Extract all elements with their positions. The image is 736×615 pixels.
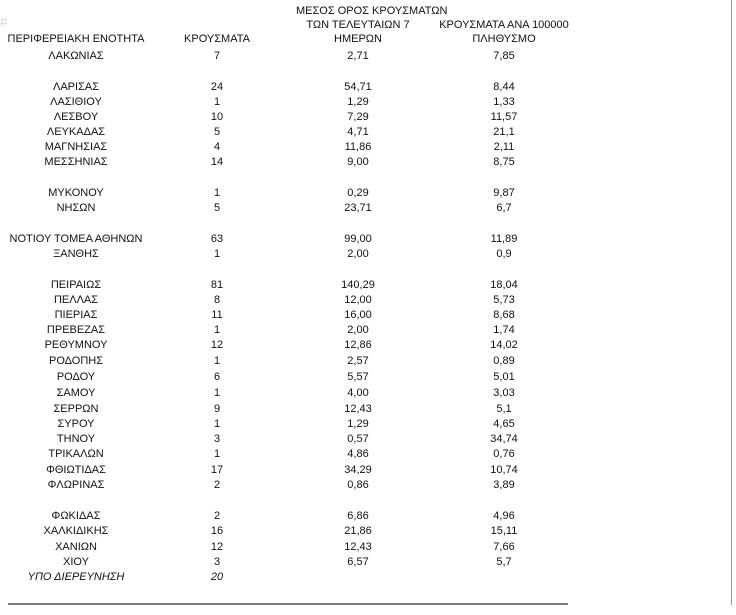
cases-cell: 3 xyxy=(213,556,221,568)
table-row xyxy=(0,323,736,338)
avg7-cell: 2,00 xyxy=(347,324,369,336)
cases-cell: 1 xyxy=(213,324,221,336)
table-row xyxy=(0,370,736,385)
table-row xyxy=(0,570,736,585)
table-row xyxy=(0,140,736,155)
table-row xyxy=(0,432,736,447)
region-cell: ΠΕΙΡΑΙΩΣ xyxy=(50,279,102,291)
per100k-cell: 6,7 xyxy=(496,202,512,214)
avg7-cell: 0,29 xyxy=(347,187,369,199)
per100k-cell: 21,1 xyxy=(493,126,515,138)
cases-cell: 5 xyxy=(213,202,221,214)
cases-cell: 2 xyxy=(213,510,221,522)
avg7-cell: 4,71 xyxy=(347,126,369,138)
bottom-rule xyxy=(8,603,568,605)
region-cell: ΡΟΔΟΥ xyxy=(56,371,96,383)
per100k-cell: 18,04 xyxy=(490,279,518,291)
table-row xyxy=(0,278,736,293)
cases-cell: 6 xyxy=(213,371,221,383)
avg7-cell: 4,00 xyxy=(347,387,369,399)
per100k-cell: 8,68 xyxy=(493,309,515,321)
avg7-cell: 23,71 xyxy=(344,202,372,214)
table-row xyxy=(0,155,736,170)
table-row xyxy=(0,49,736,64)
table-row xyxy=(0,338,736,353)
avg7-cell: 0,57 xyxy=(347,433,369,445)
avg7-cell: 5,57 xyxy=(347,371,369,383)
region-cell: ΠΙΕΡΙΑΣ xyxy=(54,309,98,321)
region-cell: ΣΕΡΡΩΝ xyxy=(53,403,99,415)
per100k-cell: 4,65 xyxy=(493,418,515,430)
per100k-cell: 34,74 xyxy=(490,433,518,445)
per100k-cell: 5,1 xyxy=(496,403,512,415)
per100k-cell: 9,87 xyxy=(493,187,515,199)
per100k-cell: 15,11 xyxy=(490,525,518,537)
cases-cell: 1 xyxy=(213,187,221,199)
avg7-cell: 16,00 xyxy=(344,309,372,321)
table-row xyxy=(0,125,736,140)
cases-cell: 14 xyxy=(210,156,224,168)
table-row xyxy=(0,247,736,262)
avg7-cell: 1,29 xyxy=(347,418,369,430)
per100k-cell: 11,89 xyxy=(490,233,518,245)
region-cell: ΜΥΚΟΝΟΥ xyxy=(48,187,104,199)
per100k-cell: 0,9 xyxy=(496,248,512,260)
cases-cell: 1 xyxy=(213,96,221,108)
avg7-cell: 1,29 xyxy=(347,96,369,108)
cases-cell: 7 xyxy=(213,50,221,62)
region-cell: ΜΑΓΝΗΣΙΑΣ xyxy=(44,141,108,153)
per100k-cell: 1,33 xyxy=(493,96,515,108)
per100k-cell: 2,11 xyxy=(493,141,515,153)
region-cell: ΜΕΣΣΗΝΙΑΣ xyxy=(44,156,108,168)
avg7-cell: 4,86 xyxy=(347,448,369,460)
per100k-cell: 0,89 xyxy=(493,355,515,367)
header-cases: ΚΡΟΥΣΜΑΤΑ xyxy=(184,33,250,45)
header-avg7-line2: ΤΩΝ ΤΕΛΕΥΤΑΙΩΝ 7 xyxy=(306,19,410,31)
avg7-cell: 2,00 xyxy=(347,248,369,260)
cases-cell: 1 xyxy=(213,448,221,460)
region-cell: ΡΕΘΥΜΝΟΥ xyxy=(44,339,108,351)
region-cell: ΥΠΟ ΔΙΕΡΕΥΝΗΣΗ xyxy=(27,571,125,583)
avg7-cell: 6,86 xyxy=(347,510,369,522)
avg7-cell: 12,86 xyxy=(344,339,372,351)
avg7-cell: 54,71 xyxy=(344,81,372,93)
region-cell: ΠΕΛΛΑΣ xyxy=(53,294,99,306)
region-cell: ΤΡΙΚΑΛΩΝ xyxy=(48,448,104,460)
per100k-cell: 14,02 xyxy=(490,339,518,351)
region-cell: ΤΗΝΟΥ xyxy=(56,433,96,445)
cases-cell: 1 xyxy=(213,387,221,399)
cases-cell: 2 xyxy=(213,479,221,491)
cases-cell: 24 xyxy=(210,81,224,93)
region-cell: ΛΕΥΚΑΔΑΣ xyxy=(46,126,106,138)
region-cell: ΛΑΣΙΘΙΟΥ xyxy=(50,96,102,108)
table-row xyxy=(0,555,736,570)
header-per100k-line1: ΚΡΟΥΣΜΑΤΑ ΑΝΑ 100000 xyxy=(439,19,569,31)
region-cell: ΡΟΔΟΠΗΣ xyxy=(48,355,104,367)
region-cell: ΧΙΟΥ xyxy=(63,556,89,568)
avg7-cell: 2,71 xyxy=(347,50,369,62)
per100k-cell: 11,57 xyxy=(490,111,518,123)
table-row xyxy=(0,509,736,524)
table-row xyxy=(0,201,736,216)
region-cell: ΝΟΤΙΟΥ ΤΟΜΕΑ ΑΘΗΝΩΝ xyxy=(9,233,143,245)
cases-cell: 20 xyxy=(210,571,224,583)
avg7-cell: 11,86 xyxy=(344,141,372,153)
table-row xyxy=(0,417,736,432)
table-row xyxy=(0,478,736,493)
avg7-cell: 7,29 xyxy=(347,111,369,123)
avg7-cell: 140,29 xyxy=(341,279,375,291)
per100k-cell: 8,75 xyxy=(493,156,515,168)
avg7-cell: 0,86 xyxy=(347,479,369,491)
region-cell: ΛΑΚΩΝΙΑΣ xyxy=(48,50,104,62)
avg7-cell: 2,57 xyxy=(347,355,369,367)
per100k-cell: 5,7 xyxy=(496,556,512,568)
cases-cell: 4 xyxy=(213,141,221,153)
table-row xyxy=(0,540,736,555)
cases-cell: 1 xyxy=(213,248,221,260)
cases-cell: 8 xyxy=(213,294,221,306)
avg7-cell: 9,00 xyxy=(347,156,369,168)
region-cell: ΝΗΣΩΝ xyxy=(56,202,96,214)
header-avg7-line3: ΗΜΕΡΩΝ xyxy=(334,33,382,45)
avg7-cell: 21,86 xyxy=(344,525,372,537)
table-row xyxy=(0,186,736,201)
per100k-cell: 1,74 xyxy=(493,324,515,336)
region-cell: ΦΘΙΩΤΙΔΑΣ xyxy=(46,464,106,476)
cases-cell: 63 xyxy=(210,233,224,245)
header-region: ΠΕΡΙΦΕΡΕΙΑΚΗ ΕΝΟΤΗΤΑ xyxy=(7,33,145,45)
avg7-cell: 12,43 xyxy=(344,541,372,553)
region-cell: ΠΡΕΒΕΖΑΣ xyxy=(46,324,106,336)
region-cell: ΛΕΣΒΟΥ xyxy=(53,111,99,123)
header-per100k-line2: ΠΛΗΘΥΣΜΟ xyxy=(472,33,536,45)
per100k-cell: 0,76 xyxy=(493,448,515,460)
per100k-cell: 3,89 xyxy=(493,479,515,491)
per100k-cell: 3,03 xyxy=(493,387,515,399)
cases-cell: 12 xyxy=(210,541,224,553)
cases-cell: 17 xyxy=(210,464,224,476)
header-avg7-line1: ΜΕΣΟΣ ΟΡΟΣ ΚΡΟΥΣΜΑΤΩΝ xyxy=(296,5,448,17)
region-cell: ΧΑΝΙΩΝ xyxy=(55,541,97,553)
region-cell: ΦΩΚΙΔΑΣ xyxy=(51,510,101,522)
table-row xyxy=(0,293,736,308)
table-row xyxy=(0,354,736,369)
region-cell: ΛΑΡΙΣΑΣ xyxy=(52,81,99,93)
table-row xyxy=(0,524,736,539)
cases-cell: 5 xyxy=(213,126,221,138)
region-cell: ΦΛΩΡΙΝΑΣ xyxy=(47,479,105,491)
table-row xyxy=(0,232,736,247)
per100k-cell: 4,96 xyxy=(493,510,515,522)
avg7-cell: 12,43 xyxy=(344,403,372,415)
region-cell: ΣΥΡΟΥ xyxy=(57,418,95,430)
cases-cell: 1 xyxy=(213,418,221,430)
region-cell: ΞΑΝΘΗΣ xyxy=(53,248,99,260)
region-cell: ΣΑΜΟΥ xyxy=(56,387,96,399)
per100k-cell: 10,74 xyxy=(490,464,518,476)
cases-cell: 9 xyxy=(213,403,221,415)
per100k-cell: 8,44 xyxy=(493,81,515,93)
cases-cell: 1 xyxy=(213,355,221,367)
cases-cell: 3 xyxy=(213,433,221,445)
per100k-cell: 7,66 xyxy=(493,541,515,553)
table-row xyxy=(0,386,736,401)
table-row xyxy=(0,447,736,462)
table-row xyxy=(0,463,736,478)
cases-cell: 12 xyxy=(210,339,224,351)
hash-mark-icon: # xyxy=(0,14,8,29)
avg7-cell: 6,57 xyxy=(347,556,369,568)
cases-cell: 10 xyxy=(210,111,224,123)
cases-cell: 11 xyxy=(211,309,223,321)
region-cell: ΧΑΛΚΙΔΙΚΗΣ xyxy=(43,525,109,537)
avg7-cell: 99,00 xyxy=(344,233,372,245)
per100k-cell: 7,85 xyxy=(493,50,515,62)
cases-cell: 81 xyxy=(210,279,224,291)
table-row xyxy=(0,110,736,125)
table-row xyxy=(0,402,736,417)
per100k-cell: 5,73 xyxy=(493,294,515,306)
avg7-cell: 12,00 xyxy=(344,294,372,306)
table-row xyxy=(0,80,736,95)
table-row xyxy=(0,308,736,323)
avg7-cell: 34,29 xyxy=(344,464,372,476)
table-row xyxy=(0,95,736,110)
cases-cell: 16 xyxy=(210,525,224,537)
per100k-cell: 5,01 xyxy=(493,371,515,383)
